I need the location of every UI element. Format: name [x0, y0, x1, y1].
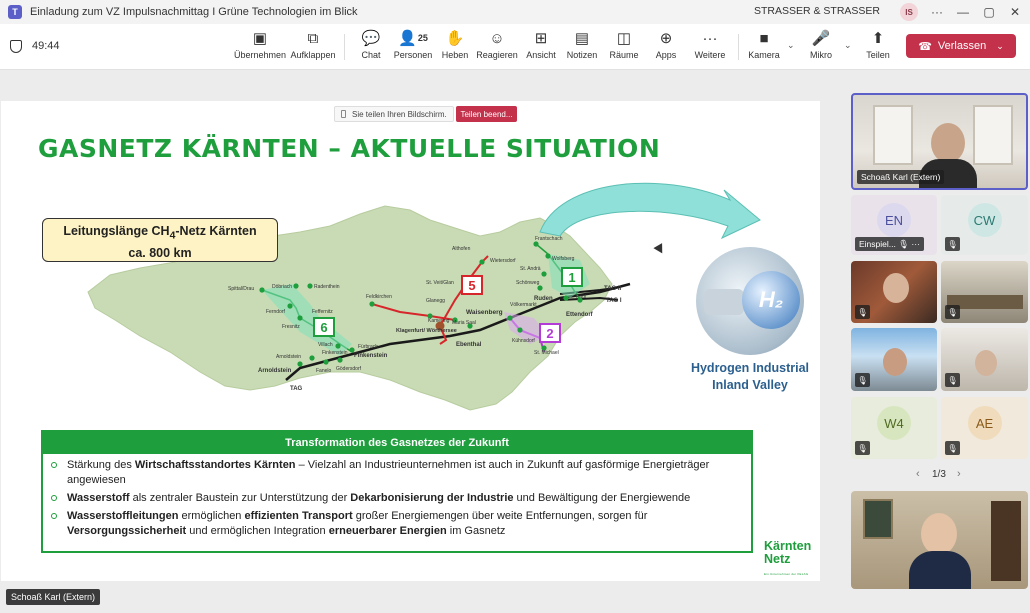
mic-muted-icon: 🎙: [945, 305, 960, 319]
map-node: [507, 315, 512, 320]
share-screen-icon: ▣: [252, 30, 268, 47]
participant-page-indicator: 1/3: [932, 469, 946, 480]
mic-muted-icon: 🎙: [945, 237, 960, 251]
more-options-icon[interactable]: ···: [931, 5, 943, 19]
rooms-button[interactable]: ◫ Räume: [609, 30, 639, 60]
map-label-radenthein: Radenthein: [314, 284, 340, 290]
stop-sharing-button[interactable]: Teilen beend...: [456, 106, 517, 122]
map-label-fuerbrach: Fürbrach: [358, 344, 379, 350]
map-label-wietersdorf: Wietersdorf: [490, 258, 516, 264]
camera-icon: ■: [759, 29, 769, 47]
mic-muted-icon: 🎙: [945, 441, 960, 455]
meeting-timer: 49:44: [32, 40, 60, 52]
map-label-ebenthal: Ebenthal: [456, 342, 482, 348]
pipe-graphic: [704, 289, 744, 315]
user-avatar[interactable]: IS: [900, 3, 918, 21]
chevron-down-icon: ⌄: [996, 40, 1004, 51]
leave-button[interactable]: ☎ Verlassen ⌄: [906, 34, 1016, 58]
map-label-maria-saal: Maria Saal: [452, 320, 476, 326]
chat-icon: 💬: [361, 30, 381, 47]
participant-video-tile[interactable]: [851, 328, 937, 391]
bookshelf: [991, 501, 1021, 581]
map-node: [323, 359, 328, 364]
map-node: [479, 259, 484, 264]
window-background: [873, 105, 913, 165]
more-button[interactable]: ··· Weitere: [694, 29, 726, 60]
map-label-villach: Villach: [318, 342, 333, 348]
map-label-fresnitz: Fresnitz: [282, 324, 300, 330]
participant-video-tile[interactable]: [851, 261, 937, 323]
map-label-frantschach: Frantschach: [535, 236, 563, 242]
map-label-st-veit: St. Veit/Glan: [426, 280, 454, 286]
camera-button[interactable]: ■ Kamera: [748, 29, 780, 60]
map-node: [369, 301, 374, 306]
map-label-tag1: TAG I: [606, 298, 622, 304]
participant-name-label: Einspiel... 🎙 ···: [855, 237, 924, 251]
pipeline-length-box: Leitungslänge $CH_4$-Netz Kärnten ca. 800 km: [42, 218, 278, 262]
previous-page-button[interactable]: ‹: [916, 468, 920, 480]
participant-tile-w4[interactable]: [851, 397, 937, 459]
window-title: Einladung zum VZ Impulsnachmittag I Grüne Technologien im Blick: [30, 6, 358, 18]
map-node: [259, 287, 264, 292]
map-node: [307, 283, 312, 288]
mic-muted-icon: 🎙: [945, 373, 960, 387]
participant-video-tile[interactable]: [941, 328, 1028, 391]
transformation-header: Transformation des Gasnetzes der Zukunft: [43, 432, 751, 454]
mic-options-chevron-icon[interactable]: ⌄: [844, 40, 852, 50]
map-label-ruden: Ruden: [534, 296, 553, 302]
view-button[interactable]: ⊞ Ansicht: [526, 30, 556, 60]
view-icon: ⊞: [534, 30, 548, 47]
speaker-name-label: Schoaß Karl (Extern): [857, 170, 944, 184]
map-label-ettendorf: Ettendorf: [566, 312, 593, 318]
avatar: AE: [968, 406, 1002, 440]
bullet-circle-icon: [51, 495, 57, 501]
map-label-st-michael: St. Michael: [534, 350, 559, 356]
map-node: [337, 357, 342, 362]
people-button[interactable]: 👤 25 Personen: [393, 30, 433, 60]
bullet-item: Stärkung des Wirtschaftsstandortes Kärnten – Vielzahl an Industrieunternehmen ist auch in Zukunft auf gasförmige Energieträger angewiesen: [51, 458, 743, 488]
next-page-button[interactable]: ›: [957, 468, 961, 480]
map-label-finkenstein: Finkenstein: [354, 353, 388, 359]
participant-avatar: [975, 350, 997, 376]
speaker-avatar: [931, 123, 965, 163]
h2-bubble-icon: H₂: [742, 271, 800, 329]
map-label-althofen: Althofen: [452, 246, 471, 252]
map-label-schoenweg: Schönweg: [516, 280, 540, 286]
map-label-spittal: Spittal/Drau: [228, 286, 255, 292]
bullet-item: Wasserstoffleitungen ermöglichen effizienten Transport großer Energiemengen über weite Entfernungen, sorgen für Versorgungssicherheit und ermöglichen Integration erneuerbarer Energien im Gasnetz: [51, 509, 743, 539]
zone-label-1: 1: [568, 270, 576, 285]
react-button[interactable]: ☺ Reagieren: [476, 29, 518, 60]
avatar: W4: [877, 406, 911, 440]
avatar: CW: [968, 203, 1002, 237]
slide-title: GASNETZ KÄRNTEN – AKTUELLE SITUATION: [38, 134, 661, 163]
more-icon: ···: [702, 29, 718, 47]
map-label-faak: Fanelo: [316, 368, 332, 374]
map-node: [545, 253, 550, 258]
transformation-box: [41, 430, 753, 553]
takeover-button[interactable]: ▣ Übernehmen: [233, 30, 287, 60]
maximize-button[interactable]: ▢: [983, 5, 995, 19]
mic-muted-icon: 🎙: [855, 373, 870, 387]
map-label-arnoldstein-small: Arnoldstein: [276, 354, 302, 360]
bullet-item: Wasserstoff als zentraler Baustein zur Unterstützung der Dekarbonisierung der Industrie und Bewältigung der Energiewende: [51, 491, 743, 506]
map-node: [541, 271, 546, 276]
map-label-waisenberg: Waisenberg: [466, 309, 503, 316]
map-node: [533, 241, 538, 246]
rooms-icon: ◫: [616, 30, 632, 47]
presenter-name-tag: Schoaß Karl (Extern): [6, 589, 100, 605]
apps-button[interactable]: ⊕ Apps: [655, 30, 677, 60]
map-label-arnoldstein: Arnoldstein: [258, 368, 292, 374]
map-node: [287, 303, 292, 308]
map-node: [309, 355, 314, 360]
map-node: [297, 315, 302, 320]
participant-video-tile[interactable]: [941, 261, 1028, 323]
zone-label-2: 2: [546, 326, 554, 341]
map-label-ferndorf: Ferndorf: [266, 309, 285, 315]
map-node: [563, 295, 568, 300]
hydrogen-valley-label: Hydrogen Industrial Inland Valley: [690, 361, 810, 392]
raise-hand-icon: ✋: [445, 30, 465, 47]
kaernten-netz-logo: Kärnten Netz Ein Unternehmen der KELAG: [764, 539, 812, 576]
participant-tile-en[interactable]: [851, 195, 937, 255]
map-label-wolfsberg: Wolfsberg: [552, 256, 575, 262]
map-node: [335, 343, 340, 348]
bullet-circle-icon: [51, 462, 57, 468]
teams-logo-icon: T: [8, 5, 22, 19]
wall-picture: [863, 499, 893, 539]
organization-name[interactable]: STRASSER & STRASSER: [753, 5, 880, 17]
map-label-goedersdorf: Gödersdorf: [336, 366, 362, 372]
bullet-circle-icon: [51, 513, 57, 519]
mic-button[interactable]: 🎤 Mikro: [810, 30, 832, 60]
apps-icon: ⊕: [659, 30, 673, 47]
participant-tile-ae[interactable]: [941, 397, 1028, 459]
map-node: [349, 347, 354, 352]
map-label-finkenstein-small: Finkenstein: [322, 350, 348, 356]
zone-label-6: 6: [320, 320, 328, 335]
sharing-indicator: Sie teilen Ihren Bildschirm.: [334, 106, 454, 122]
close-button[interactable]: ✕: [1009, 5, 1021, 19]
map-label-feldkirchen: Feldkirchen: [366, 294, 392, 300]
avatar: EN: [877, 203, 911, 237]
share-button[interactable]: ⬆ Teilen: [866, 30, 890, 60]
share-icon: ⬆: [871, 30, 885, 47]
participant-tile-cw[interactable]: [941, 195, 1028, 255]
map-label-glanegg: Glanegg: [426, 298, 445, 304]
chat-button[interactable]: 💬 Chat: [361, 30, 381, 60]
notes-icon: ▤: [574, 30, 590, 47]
map-label-paul: Paul: [576, 294, 587, 300]
react-icon: ☺: [489, 29, 505, 47]
speaker-tile[interactable]: [851, 93, 1028, 190]
raise-hand-button[interactable]: ✋ Heben: [441, 30, 469, 60]
notes-button[interactable]: ▤ Notizen: [566, 30, 598, 60]
hydrogen-image: [696, 247, 804, 355]
minimize-button[interactable]: —: [957, 5, 969, 19]
map-label-tag: TAG: [290, 386, 303, 392]
map-label-kamering: Kamering: [428, 318, 450, 324]
people-count: 25: [417, 33, 428, 43]
map-node: [537, 285, 542, 290]
mic-muted-icon: 🎙: [898, 239, 910, 249]
zone-label-5: 5: [468, 278, 476, 293]
self-view-tile[interactable]: [851, 491, 1028, 589]
window-background: [973, 105, 1013, 165]
camera-options-chevron-icon[interactable]: ⌄: [787, 40, 795, 50]
mic-muted-icon: 🎙: [855, 305, 870, 319]
popout-button[interactable]: ⧉ Aufklappen: [290, 29, 336, 60]
map-label-st-andrae: St. Andrä: [520, 266, 541, 272]
phone-hangup-icon: ☎: [918, 40, 932, 53]
map-label-doebriach: Döbriach: [272, 284, 293, 290]
participant-avatar: [883, 273, 909, 303]
map-label-tag2: TAG II: [604, 286, 622, 292]
self-body: [909, 551, 971, 589]
map-node: [293, 283, 298, 288]
map-label-feffernitz: Feffernitz: [312, 309, 333, 315]
self-avatar: [921, 513, 957, 555]
map-node: [517, 327, 522, 332]
popout-icon: ⧉: [307, 29, 319, 47]
map-label-voelkermarkt: Völkermarkt: [510, 302, 537, 308]
map-label-klagenfurt: Klagenfurt/ Wörthersee: [396, 328, 457, 334]
map-node: [297, 361, 302, 366]
mic-muted-icon: 🎙: [855, 441, 870, 455]
connection-arrow: [540, 183, 760, 238]
more-options-icon: ···: [911, 239, 920, 249]
map-label-kuehnsdorf: Kühnsdorf: [512, 338, 535, 344]
mic-icon: 🎤: [811, 30, 831, 47]
people-icon: 👤: [398, 30, 417, 47]
participant-avatar: [883, 348, 907, 376]
